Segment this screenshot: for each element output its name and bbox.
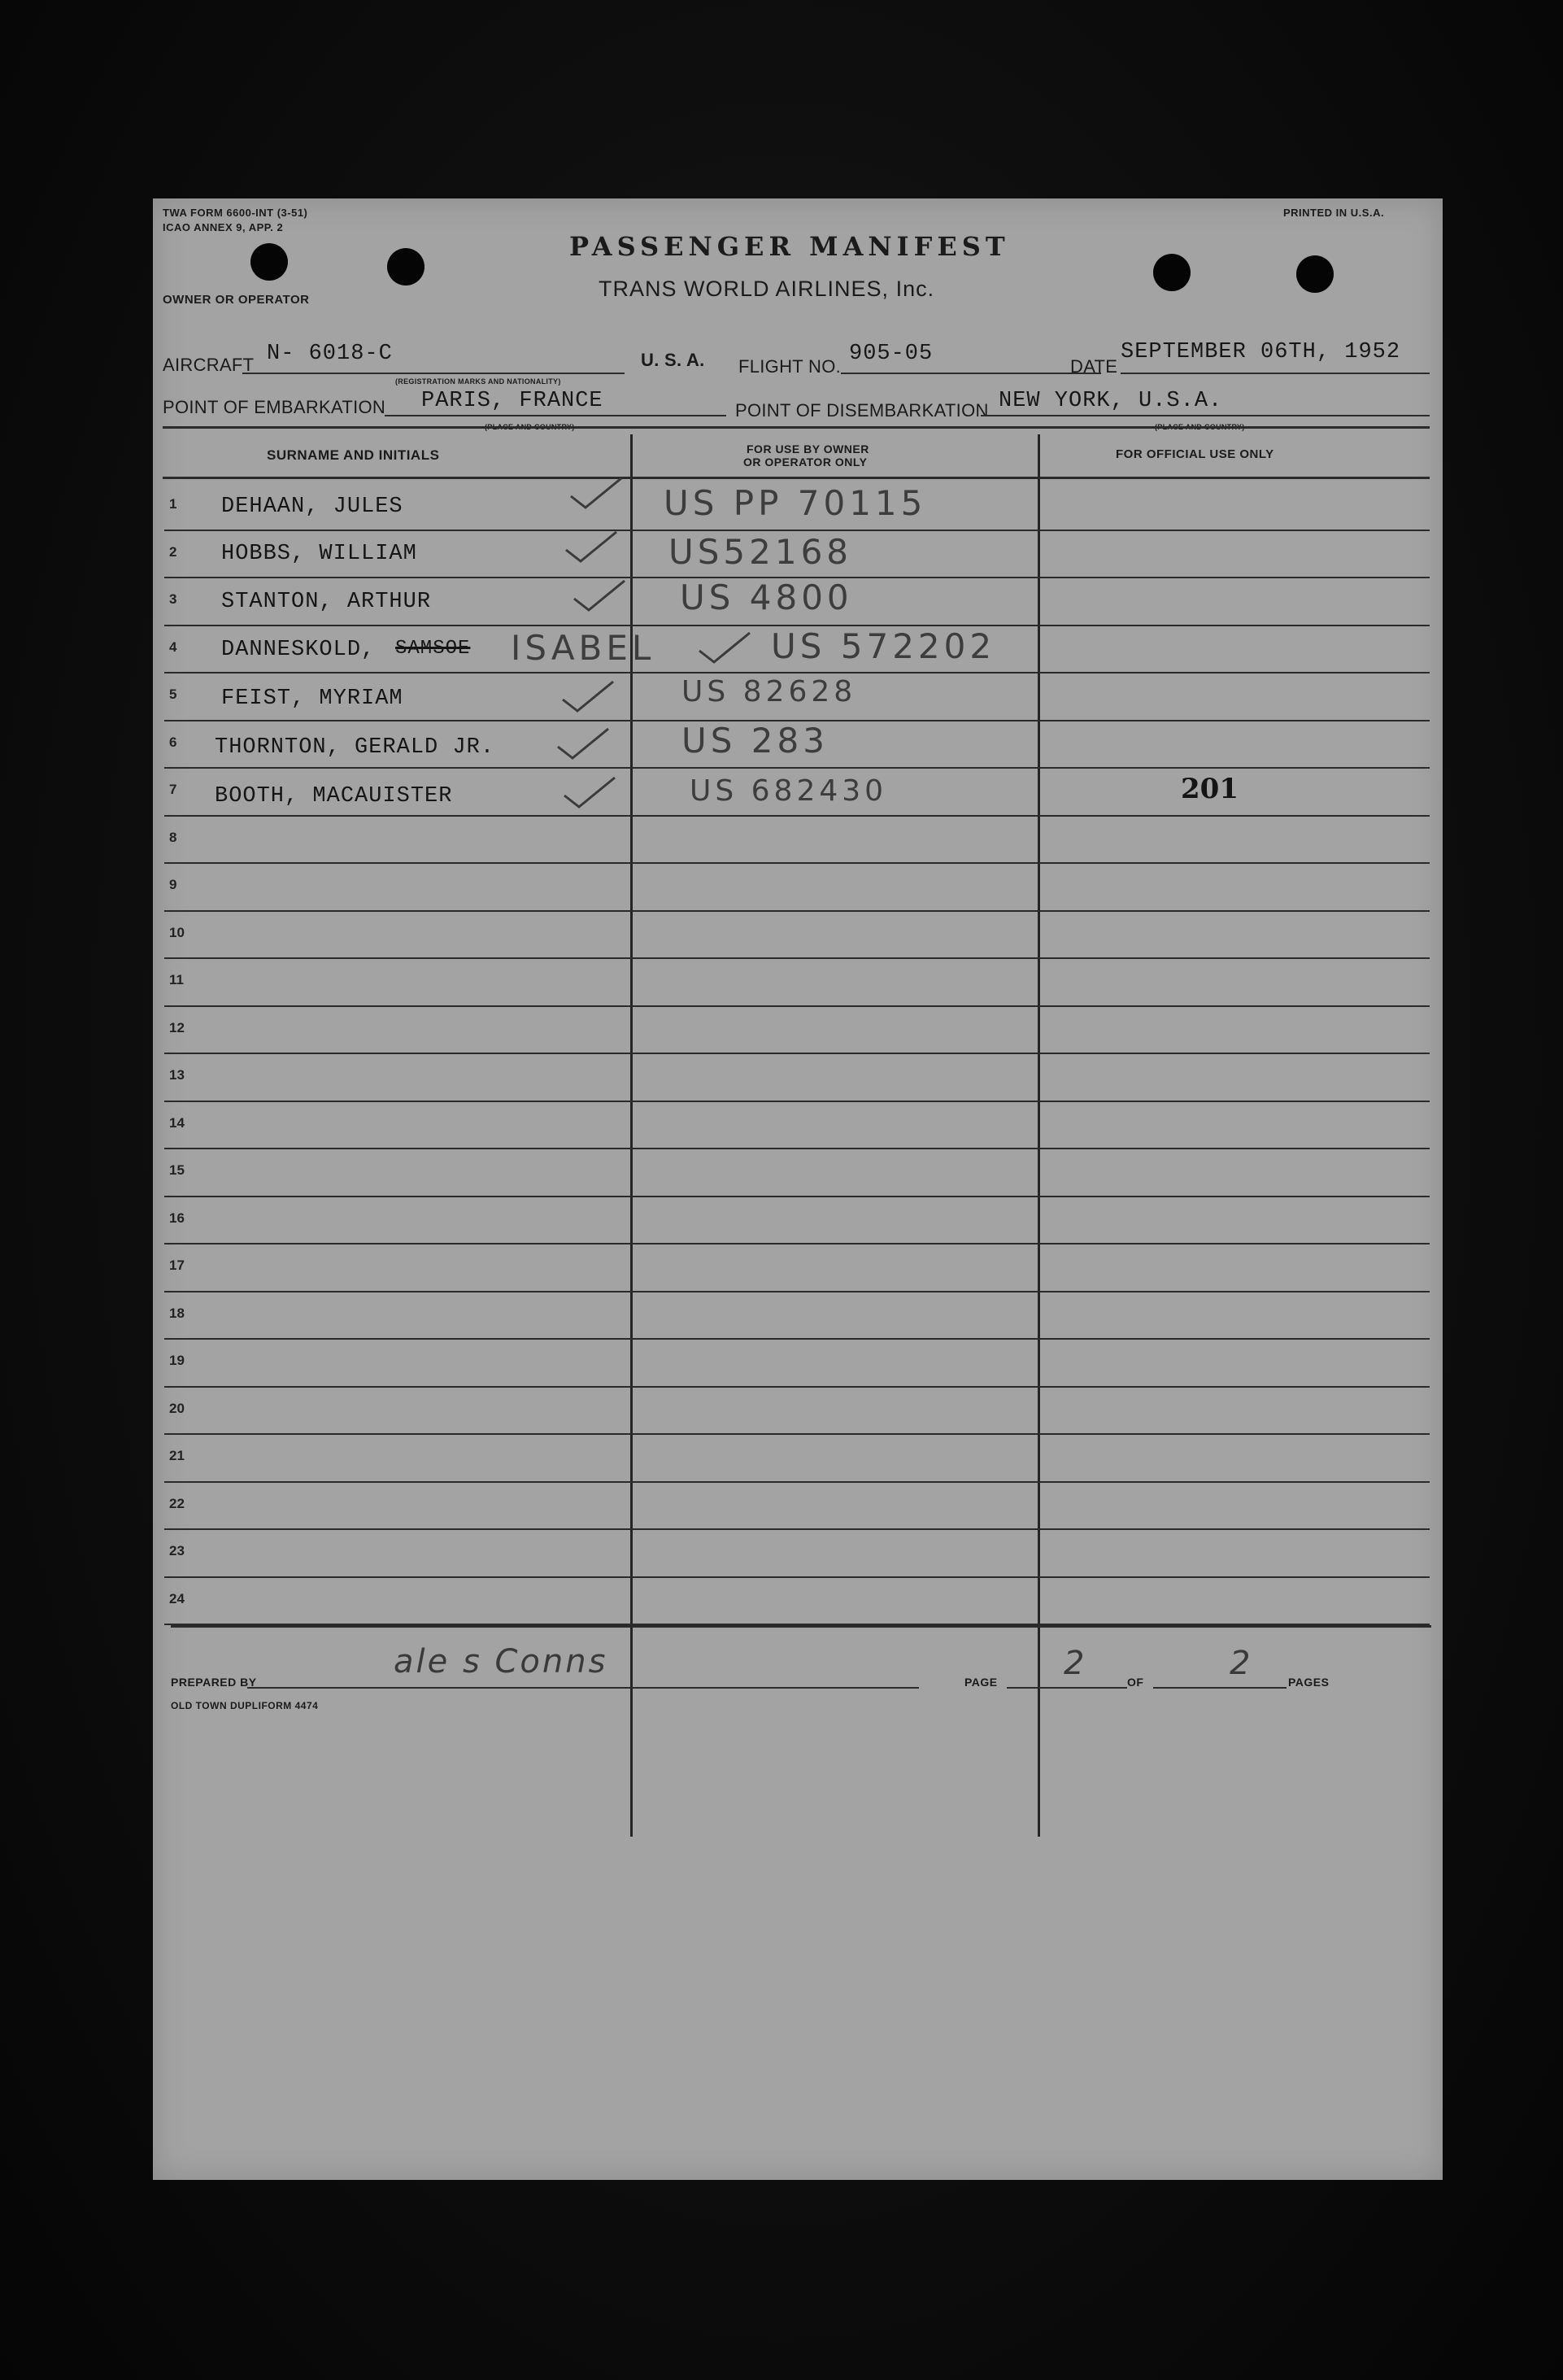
aircraft-line xyxy=(242,373,625,374)
passenger-name: BOOTH, MACAUISTER xyxy=(215,784,453,809)
embarkation-value: PARIS, FRANCE xyxy=(421,389,603,413)
row-number: 22 xyxy=(169,1496,185,1511)
date-line xyxy=(1121,373,1430,374)
punch-hole-icon xyxy=(1153,254,1191,291)
row-number: 21 xyxy=(169,1448,185,1463)
preparer-signature: ale s Conns xyxy=(394,1643,608,1680)
of-label: OF xyxy=(1127,1676,1144,1689)
table-row xyxy=(164,1005,1430,1007)
row-number: 13 xyxy=(169,1067,185,1083)
aircraft-label: AIRCRAFT xyxy=(163,355,255,375)
flight-number-line xyxy=(841,373,1101,374)
row-number: 23 xyxy=(169,1543,185,1558)
row-number: 11 xyxy=(169,972,184,987)
prepared-by-label: PREPARED BY xyxy=(171,1676,257,1689)
punch-hole-icon xyxy=(387,248,424,286)
icao-reference: ICAO ANNEX 9, APP. 2 xyxy=(163,221,284,233)
pages-label: PAGES xyxy=(1288,1676,1330,1689)
form-code: TWA FORM 6600-INT (3-51) xyxy=(163,207,308,219)
table-row xyxy=(164,957,1430,959)
printed-in-label: PRINTED IN U.S.A. xyxy=(1283,207,1385,219)
passenger-name: DEHAAN, JULES xyxy=(221,495,403,519)
row-number: 17 xyxy=(169,1258,185,1273)
row-number: 5 xyxy=(169,687,177,702)
official-use-column-header: FOR OFFICIAL USE ONLY xyxy=(1116,447,1274,461)
table-row xyxy=(164,1481,1430,1483)
row-number: 16 xyxy=(169,1210,185,1226)
table-row xyxy=(164,815,1430,817)
table-row xyxy=(164,1101,1430,1102)
total-pages: 2 xyxy=(1230,1645,1253,1682)
passenger-document: US 4800 xyxy=(680,578,853,617)
passenger-added-name: ISABEL xyxy=(511,628,655,668)
passenger-document: US 682430 xyxy=(690,774,888,808)
of-line xyxy=(1153,1687,1287,1689)
disembarkation-caption: (PLACE AND COUNTRY) xyxy=(1155,423,1245,431)
flight-number-value: 905-05 xyxy=(849,342,934,366)
printer-imprint: OLD TOWN DUPLIFORM 4474 xyxy=(171,1700,319,1711)
date-value: SEPTEMBER 06TH, 1952 xyxy=(1121,340,1401,364)
surname-column-header: SURNAME AND INITIALS xyxy=(267,447,440,463)
table-row xyxy=(164,672,1430,673)
owner-use-column-header-2: OR OPERATOR ONLY xyxy=(743,456,868,469)
page-number: 2 xyxy=(1064,1645,1087,1682)
row-number: 10 xyxy=(169,925,185,940)
passenger-name: THORNTON, GERALD JR. xyxy=(215,735,495,760)
checkmark-icon xyxy=(559,678,616,716)
embarkation-label: POINT OF EMBARKATION xyxy=(163,397,386,417)
passenger-document: US 572202 xyxy=(771,626,996,666)
prepared-by-line xyxy=(247,1687,919,1689)
checkmark-icon xyxy=(563,529,620,566)
page-label: PAGE xyxy=(964,1676,998,1689)
table-row xyxy=(164,767,1430,769)
table-row xyxy=(164,1338,1430,1340)
passenger-name: STANTON, ARTHUR xyxy=(221,590,432,614)
checkmark-icon xyxy=(568,475,625,512)
row-number: 12 xyxy=(169,1020,185,1035)
table-bottom-rule xyxy=(171,1625,1431,1628)
airline-name: TRANS WORLD AIRLINES, Inc. xyxy=(599,277,935,301)
checkmark-icon xyxy=(571,578,628,615)
embarkation-line xyxy=(385,415,726,416)
registration-caption: (REGISTRATION MARKS AND NATIONALITY) xyxy=(395,377,561,386)
row-number: 15 xyxy=(169,1162,185,1178)
checkmark-icon xyxy=(696,630,753,667)
owner-operator-label: OWNER OR OPERATOR xyxy=(163,293,310,307)
row-number: 8 xyxy=(169,830,177,845)
table-row xyxy=(164,1291,1430,1292)
table-row xyxy=(164,910,1430,912)
page-title: PASSENGER MANIFEST xyxy=(569,231,1010,262)
row-number: 20 xyxy=(169,1401,185,1416)
passenger-document: US52168 xyxy=(668,532,853,572)
header-rule xyxy=(163,477,1430,479)
table-row xyxy=(164,530,1430,531)
usa-label: U. S. A. xyxy=(641,350,705,370)
row-number: 7 xyxy=(169,782,177,797)
table-row xyxy=(164,1053,1430,1054)
passenger-document: US 82628 xyxy=(681,675,857,708)
table-row xyxy=(164,1243,1430,1244)
disembarkation-label: POINT OF DISEMBARKATION xyxy=(735,400,989,421)
row-number: 1 xyxy=(169,496,177,512)
table-row xyxy=(164,1148,1430,1149)
checkmark-icon xyxy=(555,726,612,763)
row-number: 19 xyxy=(169,1353,185,1368)
row-number: 4 xyxy=(169,639,177,655)
flight-number-label: FLIGHT NO. xyxy=(738,356,842,377)
row-number: 24 xyxy=(169,1591,185,1606)
table-row xyxy=(164,1196,1430,1197)
passenger-name: HOBBS, WILLIAM xyxy=(221,542,417,566)
table-row xyxy=(164,1576,1430,1578)
date-label: DATE xyxy=(1070,356,1118,377)
row-number: 14 xyxy=(169,1115,185,1131)
embarkation-caption: (PLACE AND COUNTRY) xyxy=(485,423,575,431)
row-number: 9 xyxy=(169,877,177,892)
disembarkation-line xyxy=(981,415,1430,416)
table-row xyxy=(164,1433,1430,1435)
punch-hole-icon xyxy=(250,243,288,281)
owner-use-column-header: FOR USE BY OWNER xyxy=(747,442,869,456)
checkmark-icon xyxy=(561,774,618,812)
passenger-name: DANNESKOLD, xyxy=(221,638,376,662)
official-use-number: 201 xyxy=(1181,773,1239,805)
row-number: 18 xyxy=(169,1306,185,1321)
table-top-rule xyxy=(163,426,1430,429)
row-number: 6 xyxy=(169,734,177,750)
passenger-name: FEIST, MYRIAM xyxy=(221,687,403,711)
manifest-sheet xyxy=(153,198,1443,2180)
disembarkation-value: NEW YORK, U.S.A. xyxy=(999,389,1223,413)
passenger-document: US 283 xyxy=(681,721,829,761)
table-row xyxy=(164,862,1430,864)
passenger-document: US PP 70115 xyxy=(664,483,927,523)
page-line xyxy=(1007,1687,1127,1689)
punch-hole-icon xyxy=(1296,255,1334,293)
row-number: 2 xyxy=(169,544,177,560)
aircraft-value: N- 6018-C xyxy=(267,342,393,366)
table-row xyxy=(164,1528,1430,1530)
table-row xyxy=(164,1386,1430,1388)
row-number: 3 xyxy=(169,591,177,607)
passenger-struck-name: SAMSOE xyxy=(395,638,471,660)
